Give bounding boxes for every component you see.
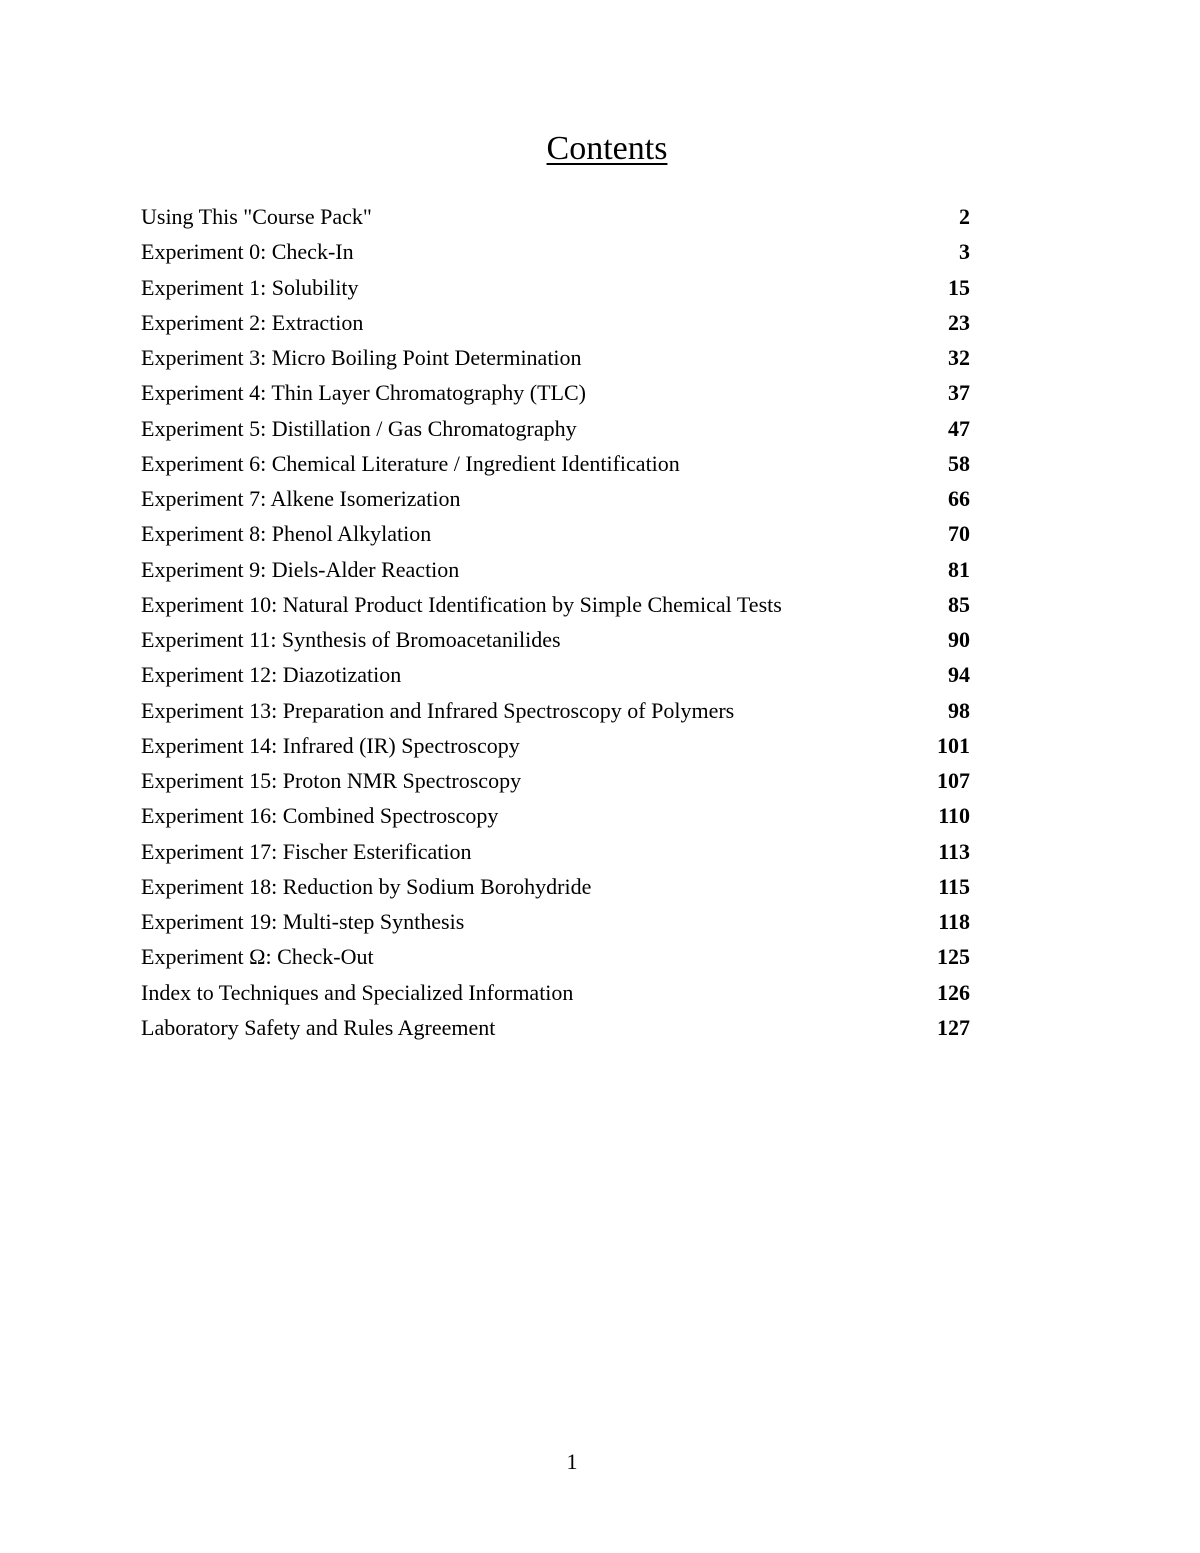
toc-entry-title: Experiment 2: Extraction — [141, 309, 364, 335]
toc-entry-page: 81 — [948, 556, 970, 582]
toc-entry-title: Experiment 7: Alkene Isomerization — [141, 486, 461, 511]
toc-entry — [141, 834, 970, 869]
toc-entry-page: 126 — [937, 979, 970, 1005]
toc-entry-title: Experiment 9: Diels-Alder Reaction — [141, 556, 460, 582]
toc-entry — [141, 939, 970, 974]
toc-entry — [141, 622, 970, 657]
page-title: Contents — [546, 130, 668, 167]
toc-entry-page: 94 — [948, 662, 970, 688]
toc-entry-page: 23 — [948, 309, 970, 335]
toc-entry — [141, 481, 970, 516]
toc-entry — [141, 340, 970, 375]
toc-entry — [141, 305, 970, 340]
toc-entry-title: Experiment 1: Solubility — [141, 274, 359, 300]
toc-entry-title: Experiment 16: Combined Spectroscopy — [141, 803, 499, 829]
toc-entry-title: Experiment 10: Natural Product Identification by Simple Chemical Tests — [141, 591, 782, 617]
toc-entry-page: 110 — [938, 803, 970, 829]
toc-entry — [141, 234, 970, 269]
toc-entry — [141, 1010, 970, 1045]
toc-entry-title: Experiment 19: Multi-step Synthesis — [141, 909, 465, 934]
toc-entry-title: Using This "Course Pack" — [141, 204, 372, 229]
toc-entry-title: Experiment Ω: Check-Out — [141, 944, 374, 970]
toc-entry-page: 125 — [937, 944, 970, 970]
toc-entry-page: 58 — [948, 450, 970, 476]
toc-entry-page: 85 — [948, 591, 970, 617]
toc-entry — [141, 728, 970, 763]
toc-entry-page: 98 — [948, 697, 970, 723]
toc-entry-title: Experiment 6: Chemical Literature / Ingredient Identification — [141, 450, 680, 476]
toc-entry — [141, 763, 970, 798]
toc-entry — [141, 446, 970, 481]
toc-entry-page: 70 — [948, 521, 970, 547]
toc-entry-page: 90 — [948, 627, 970, 652]
toc-entry-page: 2 — [959, 204, 970, 229]
toc-entry — [141, 516, 970, 551]
table-of-contents — [141, 199, 970, 1045]
toc-entry-title: Experiment 12: Diazotization — [141, 662, 402, 688]
toc-entry — [141, 199, 970, 234]
toc-entry-page: 32 — [948, 345, 970, 370]
toc-entry-page: 15 — [948, 274, 970, 300]
toc-entry-page: 37 — [948, 380, 970, 406]
page-number: 1 — [566, 1449, 578, 1474]
toc-entry — [141, 798, 970, 833]
toc-entry-page: 47 — [948, 415, 970, 441]
toc-entry-title: Experiment 4: Thin Layer Chromatography (TLC) — [141, 380, 586, 406]
toc-entry-page: 3 — [959, 239, 970, 265]
toc-entry — [141, 975, 970, 1010]
toc-entry-title: Experiment 8: Phenol Alkylation — [141, 521, 432, 547]
toc-entry-page: 113 — [938, 838, 970, 864]
toc-entry — [141, 375, 970, 410]
toc-entry — [141, 587, 970, 622]
toc-entry — [141, 904, 970, 939]
toc-entry-title: Experiment 13: Preparation and Infrared Spectroscopy of Polymers — [141, 697, 735, 723]
toc-entry-title: Experiment 18: Reduction by Sodium Borohydride — [141, 873, 592, 899]
toc-entry-title: Experiment 15: Proton NMR Spectroscopy — [141, 768, 522, 793]
toc-entry — [141, 869, 970, 904]
toc-entry — [141, 657, 970, 692]
toc-entry-page: 107 — [937, 768, 970, 793]
toc-entry-page: 101 — [937, 732, 970, 758]
toc-entry-page: 127 — [937, 1014, 970, 1040]
toc-entry-page: 118 — [938, 909, 970, 934]
toc-entry-title: Laboratory Safety and Rules Agreement — [141, 1014, 496, 1040]
toc-entry-page: 66 — [948, 486, 970, 511]
toc-entry — [141, 693, 970, 728]
toc-entry — [141, 270, 970, 305]
toc-entry-title: Experiment 0: Check-In — [141, 239, 354, 265]
toc-entry — [141, 411, 970, 446]
toc-entry-title: Experiment 5: Distillation / Gas Chromatography — [141, 415, 577, 441]
toc-entry-title: Experiment 11: Synthesis of Bromoacetanilides — [141, 627, 561, 652]
toc-entry-title: Experiment 14: Infrared (IR) Spectroscopy — [141, 732, 520, 758]
toc-entry-page: 115 — [938, 873, 970, 899]
toc-entry-title: Index to Techniques and Specialized Information — [141, 979, 574, 1005]
toc-entry-title: Experiment 17: Fischer Esterification — [141, 838, 472, 864]
toc-entry — [141, 552, 970, 587]
toc-entry-title: Experiment 3: Micro Boiling Point Determination — [141, 345, 582, 370]
